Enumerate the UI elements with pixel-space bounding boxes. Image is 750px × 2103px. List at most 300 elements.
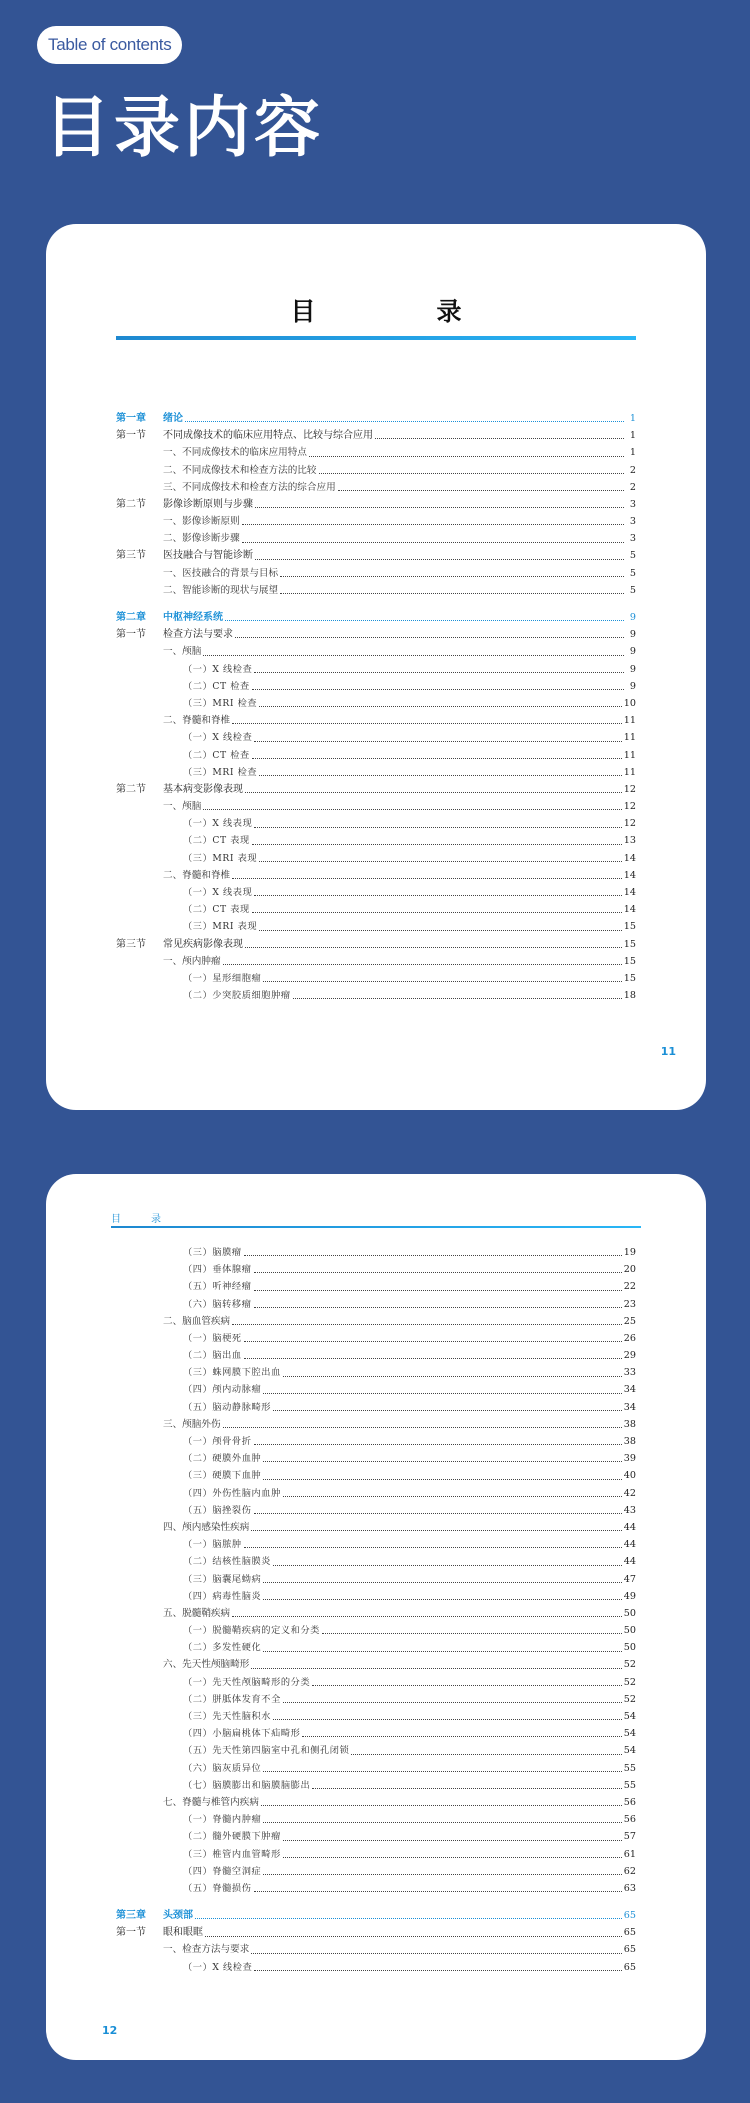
toc-entry-title: （一）脊髓内肿瘤 (183, 1814, 262, 1826)
toc-entry-chapter[interactable] (116, 410, 636, 427)
toc-entry-page: 29 (623, 1350, 636, 1362)
toc-entry-sub[interactable] (116, 1278, 636, 1295)
toc-entry-sub[interactable] (116, 1708, 636, 1725)
toc-entry-title: （五）脑动静脉畸形 (183, 1401, 272, 1413)
toc-entry-title: （四）垂体腺瘤 (183, 1264, 252, 1276)
dot-leader (245, 791, 622, 793)
toc-entry-title: （二）髓外硬膜下肿瘤 (183, 1831, 281, 1843)
dot-leader (319, 472, 625, 474)
toc-entry-chapter[interactable] (116, 609, 636, 626)
toc-entry-sub[interactable] (116, 1433, 636, 1450)
toc-entry-item[interactable] (116, 1519, 636, 1536)
toc-entry-page: 3 (629, 498, 636, 510)
toc-entry-title: （一）脱髓鞘疾病的定义和分类 (183, 1625, 321, 1637)
toc-entry-sub[interactable] (116, 678, 636, 695)
toc-entry-page: 34 (623, 1384, 636, 1396)
dot-leader (283, 1495, 622, 1497)
toc-entry-sub[interactable] (116, 1364, 636, 1381)
toc-entry-sub[interactable] (116, 1399, 636, 1416)
toc-entry-page: 65 (623, 1944, 636, 1956)
dot-leader (245, 946, 622, 948)
dot-leader (203, 808, 621, 810)
toc-entry-page: 50 (623, 1607, 636, 1619)
dot-leader (244, 1546, 622, 1548)
dot-leader (259, 705, 622, 707)
toc-entry-title: （一）先天性颅脑畸形的分类 (183, 1676, 311, 1688)
toc-entry-item[interactable] (116, 513, 636, 530)
toc-entry-sub[interactable] (116, 747, 636, 764)
dot-leader (351, 1753, 621, 1755)
dot-leader (273, 1718, 622, 1720)
toc-entry-sub[interactable] (116, 1828, 636, 1845)
dot-leader (242, 541, 624, 543)
running-head-rule (111, 1226, 641, 1228)
toc-entry-sub[interactable] (116, 1863, 636, 1880)
dot-leader (273, 1564, 622, 1566)
toc-entry-sub[interactable] (116, 1502, 636, 1519)
toc-entry-title: （二）少突胶质细胞肿瘤 (183, 990, 291, 1002)
dot-leader (254, 1271, 622, 1273)
toc-entry-sub[interactable] (116, 1244, 636, 1261)
toc-entry-title: （三）硬膜下血肿 (183, 1470, 262, 1482)
toc-entry-title: 中枢神经系统 (163, 612, 223, 624)
toc-entry-sub[interactable] (116, 901, 636, 918)
toc-entry-page: 65 (623, 1910, 636, 1922)
toc-entry-page: 54 (623, 1711, 636, 1723)
dot-leader (312, 1684, 622, 1686)
toc-entry-sub[interactable] (116, 850, 636, 867)
toc-entry-page: 15 (623, 938, 636, 950)
dot-leader (251, 1952, 621, 1954)
toc-entry-title: （六）脑转移瘤 (183, 1298, 252, 1310)
toc-entry-title: 绪论 (163, 412, 183, 424)
toc-entry-page: 5 (629, 550, 636, 562)
toc-entry-sub[interactable] (116, 815, 636, 832)
toc-entry-sub[interactable] (116, 1382, 636, 1399)
toc-entry-page: 65 (623, 1961, 636, 1973)
toc-entry-sub[interactable] (116, 987, 636, 1004)
toc-entry-sub[interactable] (116, 1639, 636, 1656)
toc-entry-label: 第三节 (116, 938, 146, 950)
dot-leader (251, 1529, 621, 1531)
toc-entry-chapter[interactable] (116, 1907, 636, 1924)
toc-entry-section[interactable] (116, 781, 636, 798)
dot-leader (375, 437, 624, 439)
toc-entry-page: 43 (623, 1504, 636, 1516)
toc-entry-page: 44 (623, 1521, 636, 1533)
toc-entry-page: 1 (629, 447, 636, 459)
toc-entry-sub[interactable] (116, 764, 636, 781)
toc-entry-page: 54 (623, 1745, 636, 1757)
toc-entry-sub[interactable] (116, 1261, 636, 1278)
toc-entry-title: 不同成像技术的临床应用特点、比较与综合应用 (163, 430, 373, 442)
toc-entry-sub[interactable] (116, 1760, 636, 1777)
dot-leader (254, 1890, 622, 1892)
toc-page-card-1 (46, 224, 706, 1110)
toc-entry-sub[interactable] (116, 833, 636, 850)
toc-entry-page: 15 (623, 972, 636, 984)
toc-entry-section[interactable] (116, 626, 636, 643)
toc-entry-page: 9 (629, 680, 636, 692)
dot-leader (280, 575, 624, 577)
toc-entry-page: 5 (629, 584, 636, 596)
toc-entry-title: 基本病变影像表现 (163, 783, 243, 795)
toc-entry-sub[interactable] (116, 1880, 636, 1897)
toc-entry-page: 9 (629, 612, 636, 624)
dot-leader (252, 843, 622, 845)
dot-leader (312, 1787, 622, 1789)
toc-entry-title: （二）CT 表现 (183, 904, 250, 916)
toc-entry-label: 第一节 (116, 629, 146, 641)
dot-leader (254, 1306, 622, 1308)
toc-entry-page: 26 (623, 1332, 636, 1344)
toc-entry-title: （一）X 线表现 (183, 818, 253, 830)
toc-entry-item[interactable] (116, 479, 636, 496)
dot-leader (232, 877, 622, 879)
toc-entry-title: 一、检查方法与要求 (163, 1944, 250, 1956)
toc-entry-title: （三）MRI 表现 (183, 852, 258, 864)
toc-entry-item[interactable] (116, 565, 636, 582)
toc-entry-page: 11 (623, 749, 636, 761)
toc-entry-title: （一）X 线检查 (183, 732, 253, 744)
page-title: 目录内容 (44, 89, 324, 166)
toc-entry-item[interactable] (116, 1657, 636, 1674)
table-of-contents-tag: Table of contents (37, 26, 182, 64)
toc-entry-title: （三）蛛网膜下腔出血 (183, 1367, 281, 1379)
dot-leader (309, 455, 624, 457)
toc-entry-section[interactable] (116, 1924, 636, 1941)
dot-leader (254, 740, 621, 742)
toc-entry-page: 56 (623, 1796, 636, 1808)
toc-entry-title: （四）小脑扁桃体下疝畸形 (183, 1728, 301, 1740)
dot-leader (263, 1392, 621, 1394)
toc-entry-title: （一）颅骨骨折 (183, 1436, 252, 1448)
toc-entry-sub[interactable] (116, 661, 636, 678)
toc-entry-page: 13 (623, 835, 636, 847)
toc-entry-page: 44 (623, 1539, 636, 1551)
dot-leader (254, 1969, 621, 1971)
toc-entry-page: 54 (623, 1728, 636, 1740)
toc-entry-title: 检查方法与要求 (163, 629, 233, 641)
toc-entry-page: 12 (623, 801, 636, 813)
toc-entry-page: 55 (623, 1779, 636, 1791)
toc-entry-page: 39 (623, 1453, 636, 1465)
toc-entry-page: 14 (623, 852, 636, 864)
toc-entry-title: （六）脑灰质异位 (183, 1762, 262, 1774)
dot-leader (252, 911, 622, 913)
toc-entry-page: 61 (623, 1848, 636, 1860)
toc-entry-item[interactable] (116, 582, 636, 599)
toc-entry-title: （五）先天性第四脑室中孔和侧孔闭锁 (183, 1745, 350, 1757)
toc-entry-sub[interactable] (116, 1467, 636, 1484)
toc-entry-page: 18 (623, 990, 636, 1002)
toc-entry-sub[interactable] (116, 1450, 636, 1467)
dot-leader (244, 1357, 622, 1359)
toc-entry-page: 42 (623, 1487, 636, 1499)
dot-leader (263, 1598, 621, 1600)
toc-entry-title: 七、脊髓与椎管内疾病 (163, 1796, 259, 1808)
toc-entry-title: （二）脑出血 (183, 1350, 242, 1362)
toc-entry-title: （七）脑膜膨出和脑膜脑膨出 (183, 1779, 311, 1791)
toc-entry-page: 3 (629, 516, 636, 528)
toc-entry-page: 50 (623, 1625, 636, 1637)
toc-entry-title: （一）脑梗死 (183, 1332, 242, 1344)
toc-entry-item[interactable] (116, 953, 636, 970)
dot-leader (259, 860, 622, 862)
dot-leader (254, 1512, 622, 1514)
toc-entry-item[interactable] (116, 530, 636, 547)
dot-leader (254, 671, 624, 673)
toc-entry-page: 20 (623, 1264, 636, 1276)
toc-entry-title: （三）椎管内血管畸形 (183, 1848, 281, 1860)
dot-leader (322, 1632, 622, 1634)
toc-entry-sub[interactable] (116, 1588, 636, 1605)
toc-entry-page: 44 (623, 1556, 636, 1568)
dot-leader (273, 1409, 622, 1411)
page-number: 11 (660, 1045, 676, 1058)
dot-leader (252, 688, 624, 690)
toc-entry-sub[interactable] (116, 1330, 636, 1347)
dot-leader (263, 1821, 621, 1823)
toc-entry-label: 第三节 (116, 550, 146, 562)
toc-entry-page: 9 (629, 629, 636, 641)
toc-entry-title: 常见疾病影像表现 (163, 938, 243, 950)
toc-entry-title: 二、脑血管疾病 (163, 1315, 231, 1327)
toc-entry-sub[interactable] (116, 1811, 636, 1828)
toc-entry-page: 1 (629, 430, 636, 442)
toc-entry-title: （一）脑脓肿 (183, 1539, 242, 1551)
toc-entry-page: 22 (623, 1281, 636, 1293)
toc-entry-page: 15 (623, 921, 636, 933)
toc-entry-title: 影像诊断原则与步骤 (163, 498, 253, 510)
toc-entry-sub[interactable] (116, 1571, 636, 1588)
toc-entry-sub[interactable] (116, 729, 636, 746)
toc-entry-label: 第一节 (116, 430, 146, 442)
dot-leader (302, 1735, 621, 1737)
toc-entry-title: 二、不同成像技术和检查方法的比较 (163, 464, 317, 476)
toc-entry-title: （一）X 线表现 (183, 887, 253, 899)
toc-entry-page: 40 (623, 1470, 636, 1482)
dot-leader (223, 963, 622, 965)
toc-entry-sub[interactable] (116, 1725, 636, 1742)
dot-leader (263, 1581, 621, 1583)
dot-leader (195, 1917, 622, 1919)
toc-entry-page: 9 (629, 663, 636, 675)
toc-entry-sub[interactable] (116, 1553, 636, 1570)
toc-entry-sub[interactable] (116, 1674, 636, 1691)
toc-entry-page: 2 (629, 481, 636, 493)
toc-entry-page: 14 (623, 904, 636, 916)
toc-entry-section[interactable] (116, 936, 636, 953)
dot-leader (280, 592, 624, 594)
toc-entry-item[interactable] (116, 712, 636, 729)
toc-entry-title: （一）X 线检查 (183, 663, 253, 675)
toc-entry-item[interactable] (116, 1313, 636, 1330)
dot-leader (205, 1935, 622, 1937)
toc-entry-title: 四、颅内感染性疾病 (163, 1521, 250, 1533)
toc-entry-item[interactable] (116, 1416, 636, 1433)
toc-entry-sub[interactable] (116, 1959, 636, 1976)
toc-entry-title: 二、智能诊断的现状与展望 (163, 584, 279, 596)
dot-leader (293, 997, 622, 999)
toc-entry-page: 25 (623, 1315, 636, 1327)
toc-entry-page: 12 (623, 818, 636, 830)
dot-leader (254, 1443, 622, 1445)
toc-entry-page: 57 (623, 1831, 636, 1843)
toc-entry-page: 3 (629, 533, 636, 545)
toc-entry-page: 52 (623, 1693, 636, 1705)
toc-entry-label: 第二章 (116, 612, 146, 624)
dot-leader (225, 619, 624, 621)
toc-entry-title: （五）脑挫裂伤 (183, 1504, 252, 1516)
toc-entry-page: 15 (623, 955, 636, 967)
toc-entry-page: 2 (629, 464, 636, 476)
toc-entry-sub[interactable] (116, 1485, 636, 1502)
toc-entry-section[interactable] (116, 548, 636, 565)
toc-entry-page: 19 (623, 1246, 636, 1258)
dot-leader (232, 722, 622, 724)
dot-leader (283, 1856, 622, 1858)
dot-leader (261, 1804, 622, 1806)
toc-entry-page: 14 (623, 869, 636, 881)
toc-entry-title: 一、颅内肿瘤 (163, 955, 221, 967)
toc-entry-title: （一）星形细胞瘤 (183, 972, 262, 984)
toc-entry-page: 49 (623, 1590, 636, 1602)
toc-entry-sub[interactable] (116, 1536, 636, 1553)
toc-entry-item[interactable] (116, 1942, 636, 1959)
dot-leader (185, 420, 624, 422)
toc-entry-sub[interactable] (116, 1347, 636, 1364)
dot-leader (338, 489, 624, 491)
toc-entry-page: 33 (623, 1367, 636, 1379)
toc-entry-sub[interactable] (116, 1777, 636, 1794)
toc-entry-page: 65 (623, 1927, 636, 1939)
toc-entry-item[interactable] (116, 643, 636, 660)
toc-list (116, 1244, 636, 1976)
toc-entry-title: （二）CT 检查 (183, 749, 250, 761)
toc-entry-page: 11 (623, 732, 636, 744)
dot-leader (263, 1873, 621, 1875)
toc-entry-page: 55 (623, 1762, 636, 1774)
dot-leader (254, 1289, 622, 1291)
toc-entry-sub[interactable] (116, 970, 636, 987)
toc-entry-title: （三）脑膜瘤 (183, 1246, 242, 1258)
toc-entry-item[interactable] (116, 798, 636, 815)
toc-entry-page: 34 (623, 1401, 636, 1413)
toc-entry-title: （三）脑囊尾蚴病 (183, 1573, 262, 1585)
toc-entry-title: （三）MRI 检查 (183, 697, 258, 709)
toc-entry-title: （四）脊髓空洞症 (183, 1865, 262, 1877)
toc-entry-title: 六、先天性颅脑畸形 (163, 1659, 250, 1671)
dot-leader (283, 1701, 622, 1703)
toc-entry-title: 一、不同成像技术的临床应用特点 (163, 447, 307, 459)
dot-leader (283, 1375, 622, 1377)
toc-entry-page: 9 (629, 646, 636, 658)
toc-entry-title: 头颈部 (163, 1910, 193, 1922)
running-head: 目 录 (111, 1214, 171, 1225)
dot-leader (263, 1460, 621, 1462)
toc-entry-title: （五）听神经瘤 (183, 1281, 252, 1293)
toc-entry-page: 52 (623, 1676, 636, 1688)
toc-entry-item[interactable] (116, 1794, 636, 1811)
toc-entry-title: （四）外伤性脑内血肿 (183, 1487, 281, 1499)
dot-leader (242, 523, 624, 525)
dot-leader (203, 654, 624, 656)
toc-entry-sub[interactable] (116, 884, 636, 901)
toc-entry-title: （二）硬膜外血肿 (183, 1453, 262, 1465)
toc-entry-item[interactable] (116, 444, 636, 461)
toc-entry-item[interactable] (116, 867, 636, 884)
toc-entry-title: （三）先天性脑积水 (183, 1711, 272, 1723)
toc-entry-title: （三）MRI 表现 (183, 921, 258, 933)
page-number: 12 (102, 2024, 118, 2037)
dot-leader (263, 1770, 621, 1772)
toc-entry-page: 38 (623, 1418, 636, 1430)
toc-entry-title: 三、不同成像技术和检查方法的综合应用 (163, 481, 336, 493)
toc-entry-title: （二）多发性硬化 (183, 1642, 262, 1654)
toc-entry-title: 一、颅脑 (163, 646, 202, 658)
toc-entry-label: 第三章 (116, 1910, 146, 1922)
dot-leader (251, 1667, 621, 1669)
toc-entry-page: 38 (623, 1436, 636, 1448)
toc-entry-title: （二）CT 表现 (183, 835, 250, 847)
toc-entry-title: 一、颅脑 (163, 801, 202, 813)
toc-entry-title: （四）颅内动脉瘤 (183, 1384, 262, 1396)
toc-entry-title: 眼和眼眶 (163, 1927, 203, 1939)
toc-entry-title: （二）CT 检查 (183, 680, 250, 692)
toc-entry-page: 1 (629, 412, 636, 424)
dot-leader (232, 1615, 622, 1617)
toc-entry-sub[interactable] (116, 1846, 636, 1863)
toc-entry-page: 12 (623, 783, 636, 795)
toc-entry-label: 第一章 (116, 412, 146, 424)
heading-rule (116, 336, 636, 340)
toc-entry-label: 第二节 (116, 783, 146, 795)
toc-entry-title: 一、影像诊断原则 (163, 516, 240, 528)
toc-entry-title: 二、脊髓和脊椎 (163, 869, 231, 881)
toc-entry-title: （一）X 线检查 (183, 1961, 253, 1973)
toc-entry-section[interactable] (116, 496, 636, 513)
toc-entry-page: 62 (623, 1865, 636, 1877)
toc-entry-title: 二、脊髓和脊椎 (163, 715, 231, 727)
toc-entry-sub[interactable] (116, 695, 636, 712)
toc-entry-title: 一、医技融合的背景与目标 (163, 567, 279, 579)
toc-entry-section[interactable] (116, 427, 636, 444)
toc-entry-item[interactable] (116, 462, 636, 479)
toc-entry-page: 23 (623, 1298, 636, 1310)
toc-entry-item[interactable] (116, 1605, 636, 1622)
dot-leader (232, 1323, 622, 1325)
toc-entry-title: （五）脊髓损伤 (183, 1882, 252, 1894)
toc-entry-label: 第二节 (116, 498, 146, 510)
dot-leader (223, 1426, 622, 1428)
toc-entry-sub[interactable] (116, 1691, 636, 1708)
toc-entry-page: 56 (623, 1814, 636, 1826)
toc-entry-title: （二）胼胝体发育不全 (183, 1693, 281, 1705)
toc-entry-sub[interactable] (116, 1296, 636, 1313)
dot-leader (255, 506, 624, 508)
toc-entry-sub[interactable] (116, 1742, 636, 1759)
dot-leader (254, 826, 621, 828)
dot-leader (244, 1340, 622, 1342)
toc-entry-sub[interactable] (116, 1622, 636, 1639)
toc-entry-sub[interactable] (116, 918, 636, 935)
dot-leader (263, 980, 621, 982)
toc-list (116, 410, 636, 1004)
toc-entry-title: 五、脱髓鞘疾病 (163, 1607, 231, 1619)
dot-leader (252, 757, 622, 759)
toc-entry-page: 11 (623, 715, 636, 727)
